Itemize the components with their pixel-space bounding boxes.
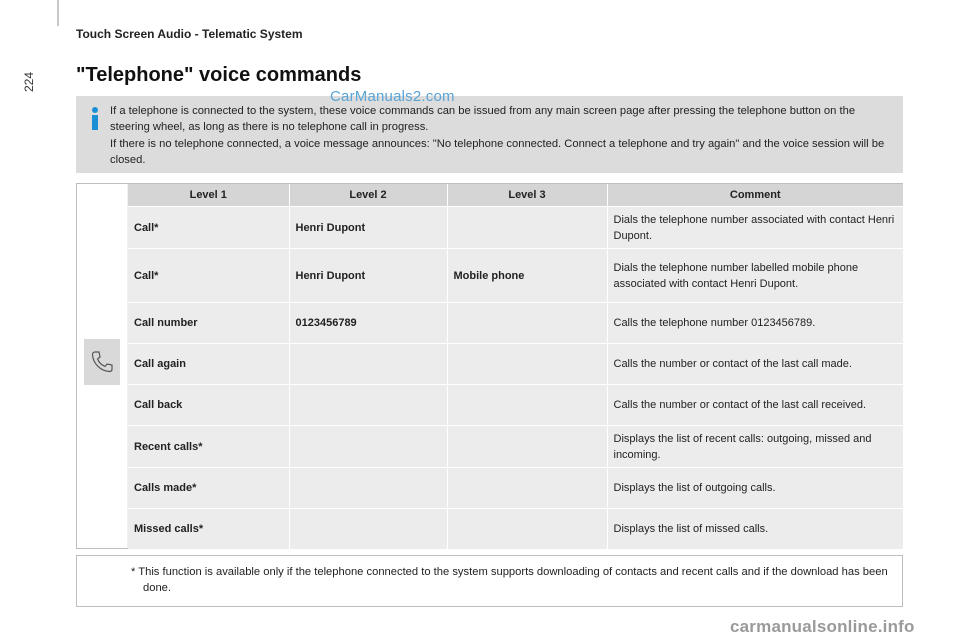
header-comment: Comment xyxy=(607,184,903,207)
page-title: "Telephone" voice commands xyxy=(76,64,362,86)
cell-level-2 xyxy=(289,385,447,426)
info-panel xyxy=(76,96,903,173)
cell-level-3 xyxy=(447,509,607,549)
info-paragraph: If there is no telephone connected, a voice message announces: "No telephone connected. Connect a telephone and try again" and the voice session will be closed. xyxy=(110,137,885,166)
cell-level-2 xyxy=(289,426,447,468)
footnote-text: * This function is available only if the telephone connected to the system supports downloading of contacts and recent calls and if the download has been done. xyxy=(131,566,888,595)
voice-commands-table xyxy=(128,184,903,549)
cell-level-2: Henri Dupont xyxy=(289,207,447,249)
phone-icon-tile xyxy=(84,339,120,385)
cell-level-3 xyxy=(447,303,607,344)
table-row xyxy=(128,207,903,249)
watermark-top: CarManuals2.com xyxy=(330,88,455,105)
table-row xyxy=(128,426,903,468)
info-text xyxy=(110,103,890,168)
cell-level-3 xyxy=(447,468,607,509)
cell-level-3 xyxy=(447,344,607,385)
cell-level-2: Henri Dupont xyxy=(289,249,447,303)
cell-comment: Dials the telephone number labelled mobile phone associated with contact Henri Dupont. xyxy=(607,249,903,303)
cell-level-1: Call number xyxy=(128,303,289,344)
cell-comment: Calls the number or contact of the last call made. xyxy=(607,344,903,385)
cell-level-2: 0123456789 xyxy=(289,303,447,344)
cell-level-3 xyxy=(447,207,607,249)
cell-level-1: Call* xyxy=(128,207,289,249)
table-row xyxy=(128,509,903,549)
cell-level-2 xyxy=(289,344,447,385)
cell-level-1: Missed calls* xyxy=(128,509,289,549)
table-row xyxy=(128,468,903,509)
cell-level-3 xyxy=(447,426,607,468)
watermark-bottom: carmanualsonline.info xyxy=(730,617,915,636)
cell-comment: Dials the telephone number associated with contact Henri Dupont. xyxy=(607,207,903,249)
table-row xyxy=(128,303,903,344)
running-header: Touch Screen Audio - Telematic System xyxy=(76,27,303,41)
cell-level-2 xyxy=(289,509,447,549)
cell-comment: Displays the list of outgoing calls. xyxy=(607,468,903,509)
cell-level-1: Recent calls* xyxy=(128,426,289,468)
header-level-3: Level 3 xyxy=(447,184,607,207)
cell-level-2 xyxy=(289,468,447,509)
voice-commands-table-frame xyxy=(76,183,903,549)
cell-comment: Displays the list of recent calls: outgoing, missed and incoming. xyxy=(607,426,903,468)
cell-level-1: Calls made* xyxy=(128,468,289,509)
footnote-panel xyxy=(76,555,903,607)
page-edge-line xyxy=(57,0,59,26)
cell-comment: Displays the list of missed calls. xyxy=(607,509,903,549)
header-level-2: Level 2 xyxy=(289,184,447,207)
info-icon xyxy=(88,106,102,132)
info-paragraph: If a telephone is connected to the system, these voice commands can be issued from any main screen page after pressing the telephone button on the steering wheel, as long as there is no telephone call in progress. xyxy=(110,105,856,134)
cell-level-3: Mobile phone xyxy=(447,249,607,303)
table-row xyxy=(128,385,903,426)
phone-icon-column xyxy=(77,184,127,548)
cell-comment: Calls the number or contact of the last call received. xyxy=(607,385,903,426)
cell-level-1: Call* xyxy=(128,249,289,303)
cell-level-1: Call back xyxy=(128,385,289,426)
cell-comment: Calls the telephone number 0123456789. xyxy=(607,303,903,344)
cell-level-3 xyxy=(447,385,607,426)
table-row xyxy=(128,249,903,303)
table-row xyxy=(128,344,903,385)
table-header-row xyxy=(128,184,903,207)
header-level-1: Level 1 xyxy=(128,184,289,207)
page-number: 224 xyxy=(22,71,36,93)
cell-level-1: Call again xyxy=(128,344,289,385)
